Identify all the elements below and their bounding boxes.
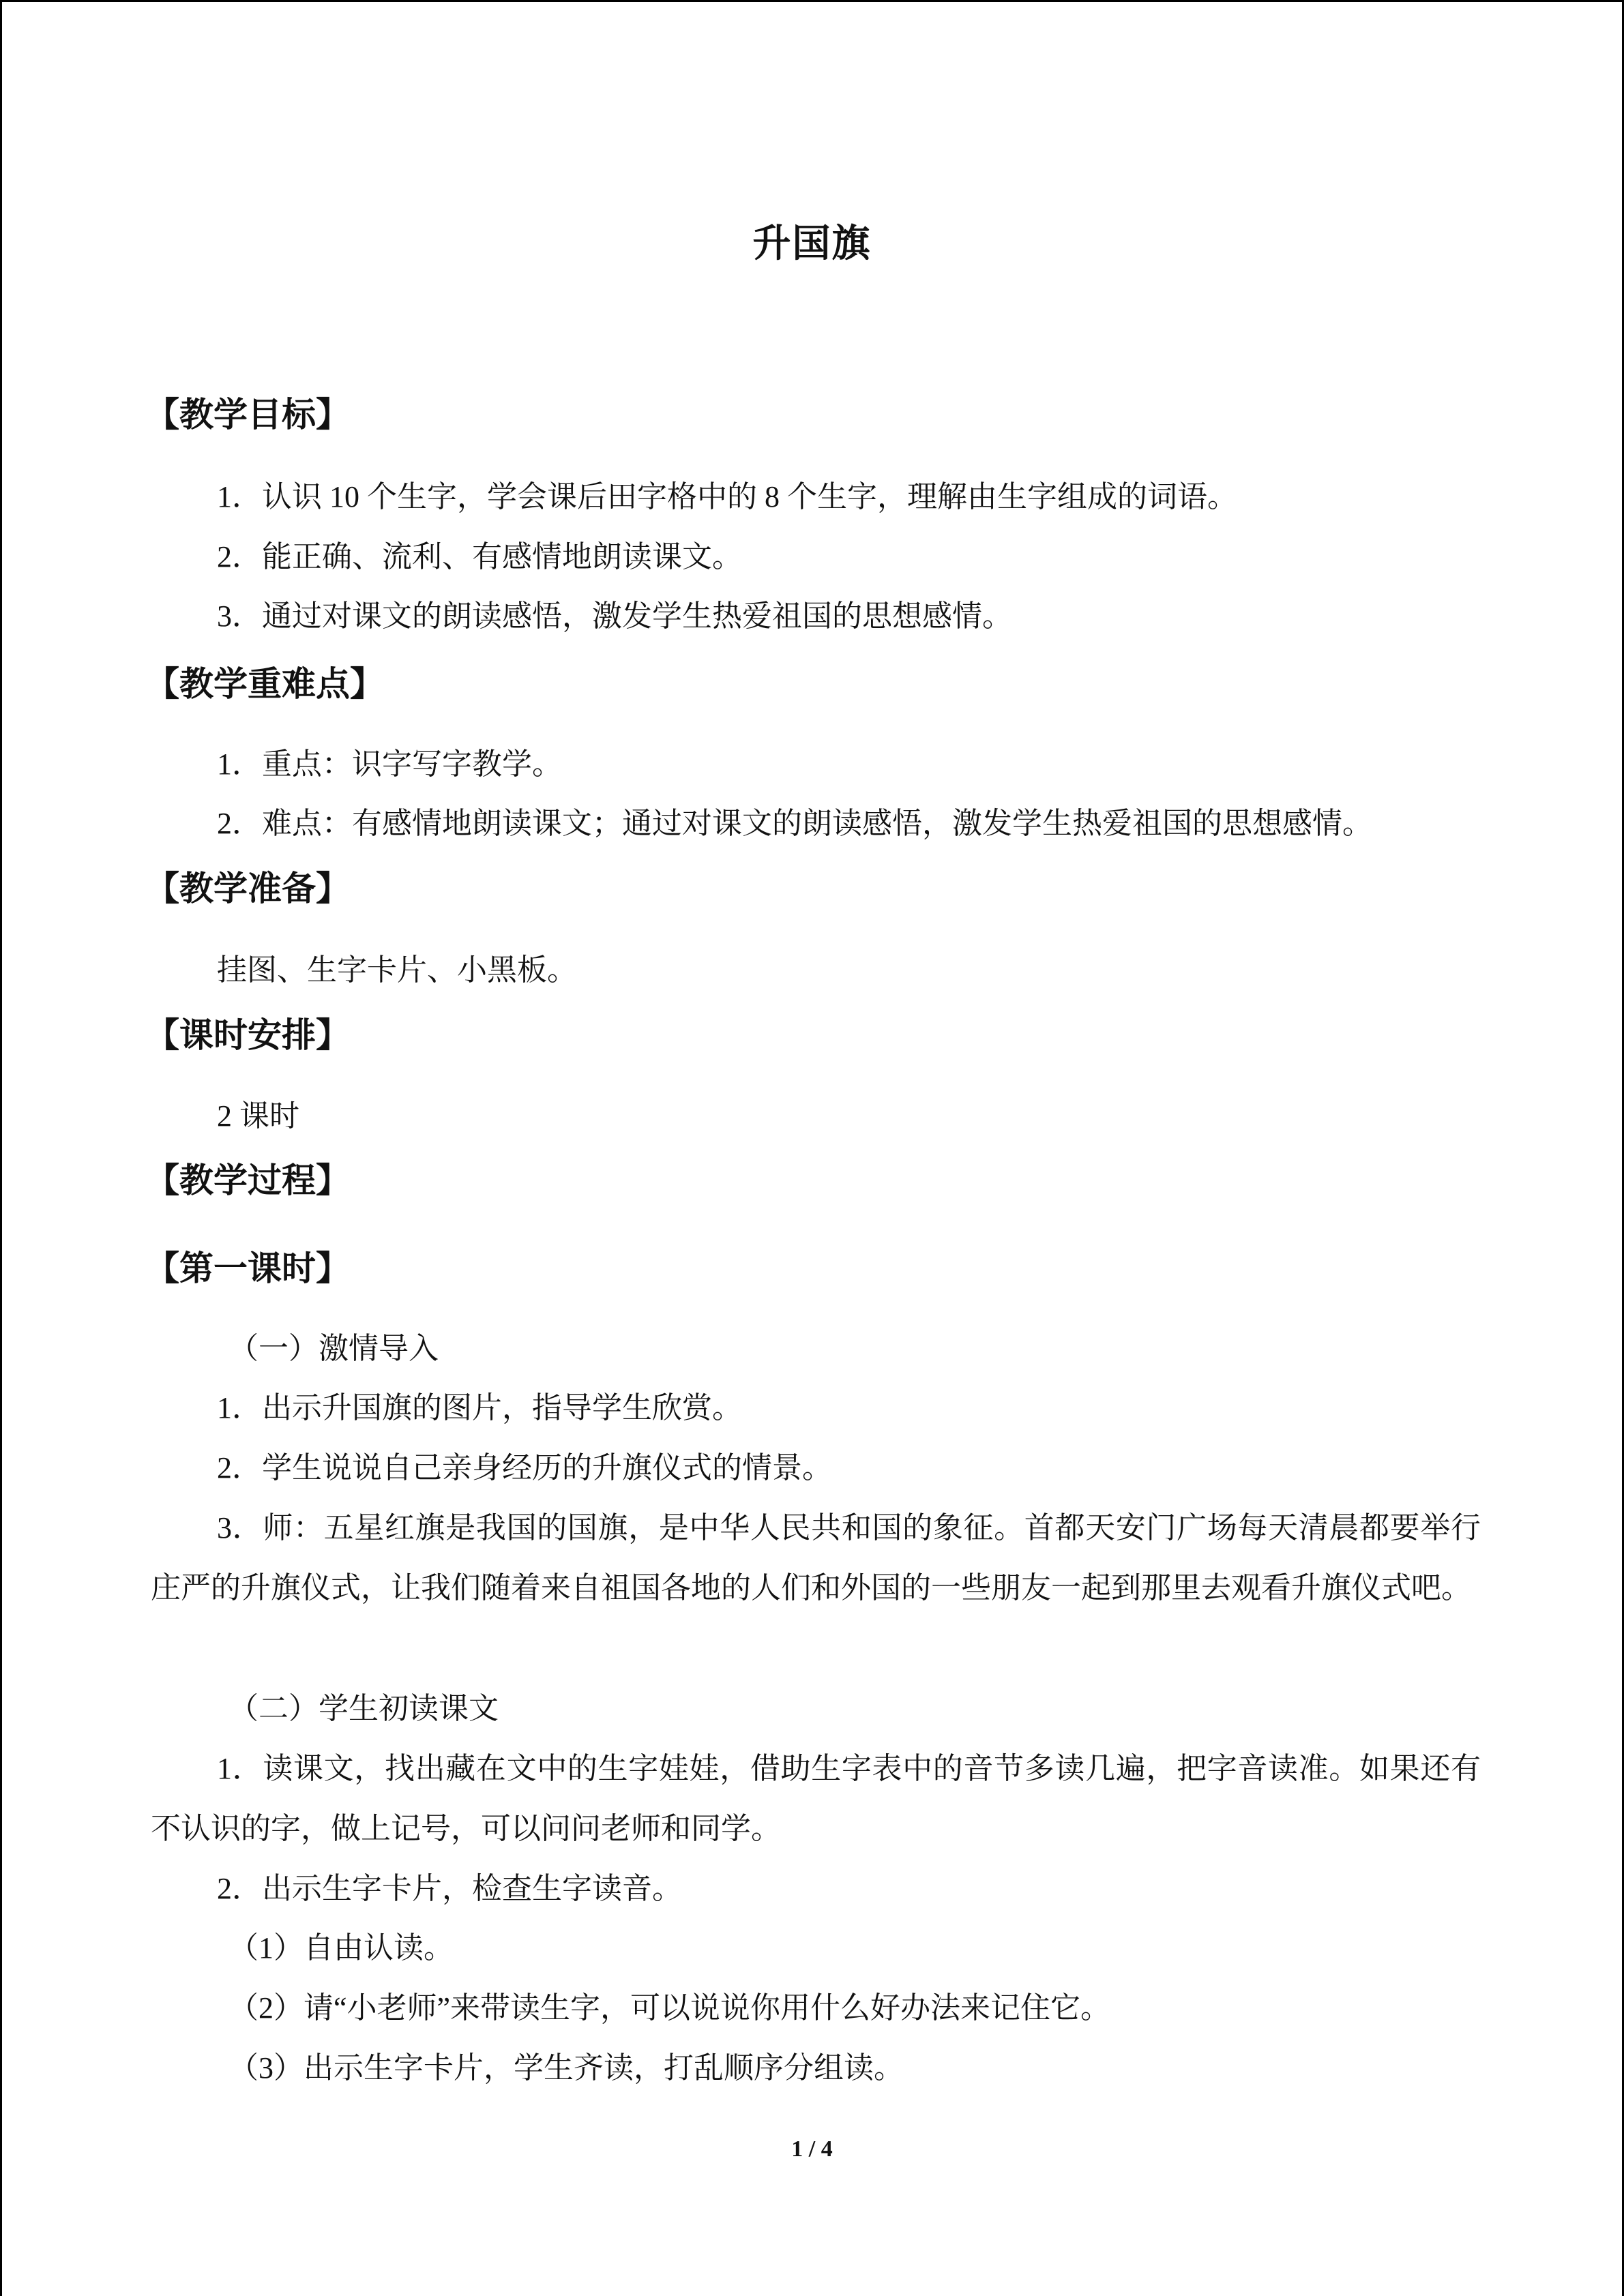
heading-schedule: 【课时安排】 [145, 1015, 350, 1055]
part1-item-2: 2．学生说说自己亲身经历的升旗仪式的情景。 [217, 1451, 832, 1485]
sub-item-2: （2）请“小老师”来带读生字，可以说说你用什么好办法来记住它。 [228, 1991, 1111, 2025]
goal-item-1: 1．认识 10 个生字，学会课后田字格中的 8 个生字，理解由生字组成的词语。 [217, 480, 1237, 513]
sub-item-1: （1）自由认读。 [228, 1931, 454, 1965]
part1-title: （一）激情导入 [228, 1332, 439, 1365]
page-number: 1 / 4 [791, 2136, 833, 2162]
part1-item-1: 1．出示升国旗的图片，指导学生欣赏。 [217, 1391, 742, 1425]
part2-item-2: 2．出示生字卡片，检查生字读音。 [217, 1872, 682, 1905]
part1-item-3: 3．师：五星红旗是我国的国旗，是中华人民共和国的象征。首都天安门广场每天清晨都要举行庄严的升旗仪式，让我们随着来自祖国各地的人们和外国的一些朋友一起到那里去观看升旗仪式吧。 [151, 1511, 1481, 1605]
part2-item-1: 1．读课文，找出藏在文中的生字娃娃，借助生字表中的音节多读几遍，把字音读准。如果还有不认识的字，做上记号，可以问问老师和同学。 [151, 1752, 1481, 1845]
part2-title: （二）学生初读课文 [228, 1692, 499, 1725]
heading-lesson-1: 【第一课时】 [145, 1249, 350, 1288]
heading-teaching-goals: 【教学目标】 [145, 395, 350, 434]
schedule-text: 2 课时 [217, 1099, 299, 1133]
heading-preparation: 【教学准备】 [145, 869, 350, 908]
preparation-text: 挂图、生字卡片、小黑板。 [217, 953, 577, 987]
goal-item-2: 2．能正确、流利、有感情地朗读课文。 [217, 540, 742, 573]
sub-item-3: （3）出示生字卡片，学生齐读，打乱顺序分组读。 [228, 2051, 904, 2085]
key-point-item-2: 2．难点：有感情地朗读课文；通过对课文的朗读感悟，激发学生热爱祖国的思想感情。 [217, 807, 1372, 840]
goal-item-3: 3．通过对课文的朗读感悟，激发学生热爱祖国的思想感情。 [217, 599, 1012, 633]
heading-process: 【教学过程】 [145, 1161, 350, 1200]
document-title: 升国旗 [752, 222, 872, 266]
key-point-item-1: 1．重点：识字写字教学。 [217, 747, 562, 781]
heading-key-points: 【教学重难点】 [145, 664, 384, 704]
